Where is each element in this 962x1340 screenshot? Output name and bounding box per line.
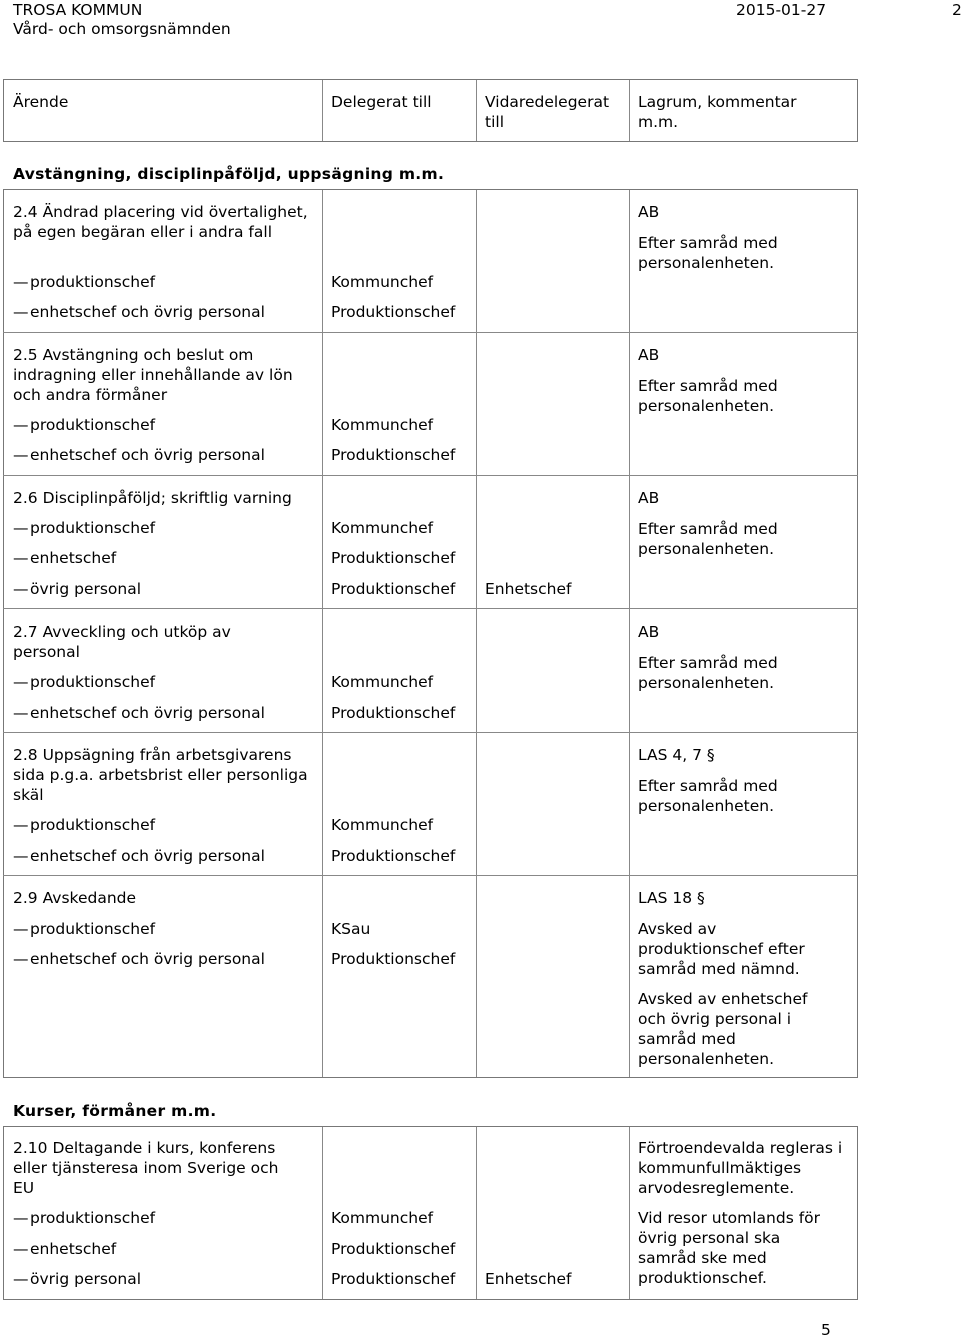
- role-enhetschef-ovrig: — enhetschef och övrig personal: [13, 846, 265, 866]
- role-produktionschef: — produktionschef: [13, 272, 155, 292]
- comment-efter-samrad: Efter samråd med personalenheten.: [638, 377, 778, 415]
- delegate-produktionschef: Produktionschef: [331, 1270, 456, 1288]
- role-enhetschef-ovrig: — enhetschef och övrig personal: [13, 302, 265, 322]
- delegate-kommunchef: Kommunchef: [331, 816, 434, 834]
- comment-efter-samrad: Efter samråd med personalenheten.: [638, 777, 778, 815]
- delegate-kommunchef: Kommunchef: [331, 1209, 434, 1227]
- item-2-6-title: 2.6 Disciplinpåföljd; skriftlig varning: [13, 489, 292, 507]
- item-2-5-title: 2.5 Avstängning och beslut om indragning eller innehållande av lön och andra förmåner: [13, 346, 293, 404]
- page-number-footer: 5: [821, 1321, 831, 1339]
- page-header: [13, 0, 960, 40]
- role-produktionschef: — produktionschef: [13, 415, 155, 435]
- role-enhetschef-ovrig: — enhetschef och övrig personal: [13, 445, 265, 465]
- item-2-10-title: 2.10 Deltagande i kurs, konferens eller tjänsteresa inom Sverige och EU: [13, 1139, 279, 1197]
- comment-efter-samrad: Efter samråd med personalenheten.: [638, 234, 778, 272]
- comment-law-las-18: LAS 18 §: [638, 889, 705, 907]
- delegate-produktionschef: Produktionschef: [331, 704, 456, 722]
- item-2-8-title: 2.8 Uppsägning från arbetsgivarens sida p.g.a. arbetsbrist eller personliga skäl: [13, 746, 308, 804]
- delegate-produktionschef: Produktionschef: [331, 580, 456, 598]
- delegate-ksau: KSau: [331, 920, 371, 938]
- document-date: 2015-01-27: [736, 1, 827, 19]
- delegate-kommunchef: Kommunchef: [331, 519, 434, 537]
- role-enhetschef: — enhetschef: [13, 1239, 116, 1259]
- subdelegate-enhetschef: Enhetschef: [485, 1270, 572, 1288]
- delegate-produktionschef: Produktionschef: [331, 950, 456, 968]
- delegate-produktionschef: Produktionschef: [331, 1240, 456, 1258]
- delegate-produktionschef: Produktionschef: [331, 549, 456, 567]
- role-enhetschef-ovrig: — enhetschef och övrig personal: [13, 949, 265, 969]
- role-enhetschef-ovrig: — enhetschef och övrig personal: [13, 703, 265, 723]
- comment-avsked-enhetschef: Avsked av enhetschef och övrig personal i samråd med personalenheten.: [638, 990, 808, 1068]
- organization-name: TROSA KOMMUN: [13, 1, 143, 19]
- comment-ab: AB: [638, 623, 660, 641]
- role-ovrig-personal: — övrig personal: [13, 1269, 141, 1289]
- role-produktionschef: — produktionschef: [13, 518, 155, 538]
- col-header-vidaredelegerat: Vidaredelegerat till: [485, 93, 610, 131]
- comment-ab: AB: [638, 489, 660, 507]
- department-name: Vård- och omsorgsnämnden: [13, 20, 231, 38]
- comment-efter-samrad: Efter samråd med personalenheten.: [638, 654, 778, 692]
- role-produktionschef: — produktionschef: [13, 672, 155, 692]
- delegate-produktionschef: Produktionschef: [331, 847, 456, 865]
- col-header-arende: Ärende: [13, 93, 69, 111]
- role-produktionschef: — produktionschef: [13, 1208, 155, 1228]
- item-2-9-title: 2.9 Avskedande: [13, 889, 137, 907]
- comment-law-las-4-7: LAS 4, 7 §: [638, 746, 715, 764]
- delegate-produktionschef: Produktionschef: [331, 303, 456, 321]
- role-produktionschef: — produktionschef: [13, 919, 155, 939]
- item-2-7-title: 2.7 Avveckling och utköp av personal: [13, 623, 231, 661]
- comment-avsked-produktionschef: Avsked av produktionschef efter samråd med nämnd.: [638, 920, 805, 978]
- role-ovrig-personal: — övrig personal: [13, 579, 141, 599]
- comment-fortroendevalda: Förtroendevalda regleras i kommunfullmäktiges arvodesreglemente.: [638, 1139, 843, 1197]
- col-header-lagrum: Lagrum, kommentar m.m.: [638, 93, 797, 131]
- section-title-kurser: Kurser, förmåner m.m.: [13, 1102, 217, 1120]
- delegate-produktionschef: Produktionschef: [331, 446, 456, 464]
- comment-ab: AB: [638, 346, 660, 364]
- subdelegate-enhetschef: Enhetschef: [485, 580, 572, 598]
- delegate-kommunchef: Kommunchef: [331, 273, 434, 291]
- page-number-top: 2: [952, 1, 962, 19]
- section-title-avstangning: Avstängning, disciplinpåföljd, uppsägning m.m.: [13, 165, 445, 183]
- item-2-4-title: 2.4 Ändrad placering vid övertalighet, på egen begäran eller i andra fall: [13, 203, 308, 241]
- col-header-delegerat: Delegerat till: [331, 93, 432, 111]
- role-produktionschef: — produktionschef: [13, 815, 155, 835]
- comment-ab: AB: [638, 203, 660, 221]
- delegate-kommunchef: Kommunchef: [331, 416, 434, 434]
- role-enhetschef: — enhetschef: [13, 548, 116, 568]
- delegate-kommunchef: Kommunchef: [331, 673, 434, 691]
- comment-resor-utomlands: Vid resor utomlands för övrig personal ska samråd ske med produktionschef.: [638, 1209, 821, 1287]
- comment-efter-samrad: Efter samråd med personalenheten.: [638, 520, 778, 558]
